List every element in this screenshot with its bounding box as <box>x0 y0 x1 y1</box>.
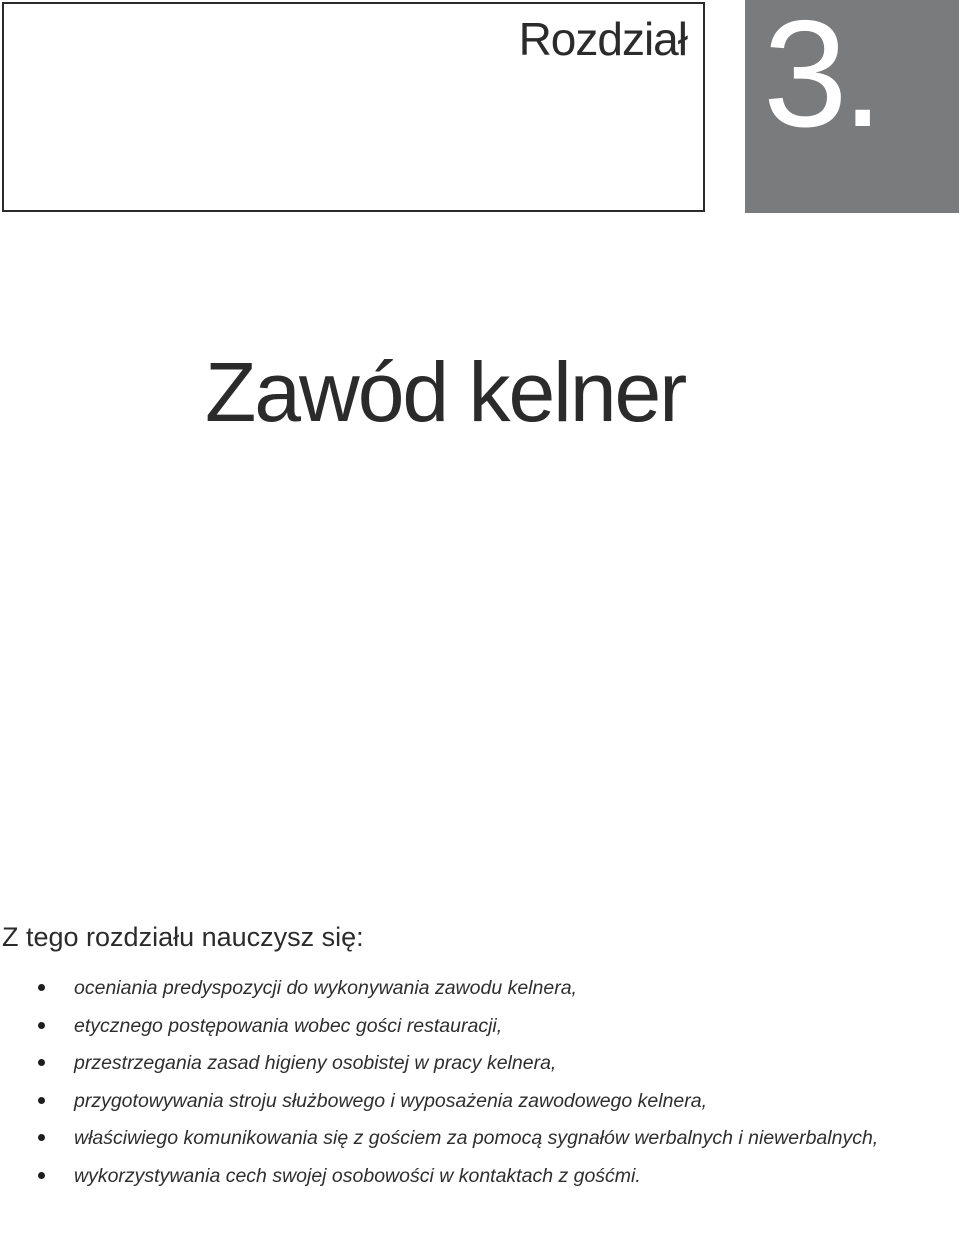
bullet-icon <box>38 984 45 991</box>
list-item <box>0 1050 960 1076</box>
list-item-text: właściwiego komunikowania się z gościem za pomocą sygnałów werbalnych i niewerbalnych, <box>74 1127 879 1149</box>
chapter-label: Rozdział <box>518 13 687 65</box>
list-item-text: przygotowywania stroju służbowego i wyposażenia zawodowego kelnera, <box>74 1089 708 1112</box>
list-item-text: przestrzegania zasad higieny osobistej w pracy kelnera, <box>74 1052 557 1074</box>
list-item-text: etycznego postępowania wobec gości restauracji, <box>74 1014 503 1037</box>
list-item <box>0 1013 960 1039</box>
chapter-label-box <box>2 2 705 212</box>
learning-objectives-heading: Z tego rozdziału nauczysz się: <box>2 922 364 952</box>
list-item-text: oceniania predyspozycji do wykonywania zawodu kelnera, <box>74 977 577 999</box>
bullet-icon <box>38 1172 45 1179</box>
chapter-number: 3. <box>763 0 878 159</box>
bullet-icon <box>38 1134 45 1141</box>
list-item-text: wykorzystywania cech swojej osobowości w kontaktach z gośćmi. <box>74 1164 641 1187</box>
bullet-icon <box>38 1059 45 1066</box>
list-item <box>0 975 960 1001</box>
chapter-number-box <box>745 0 959 213</box>
list-item <box>0 1088 960 1114</box>
bullet-icon <box>38 1022 45 1029</box>
chapter-title: Zawód kelner <box>205 345 686 439</box>
bullet-icon <box>38 1097 45 1104</box>
list-item <box>0 1163 960 1189</box>
learning-objectives-list <box>0 975 960 1200</box>
list-item <box>0 1125 960 1151</box>
